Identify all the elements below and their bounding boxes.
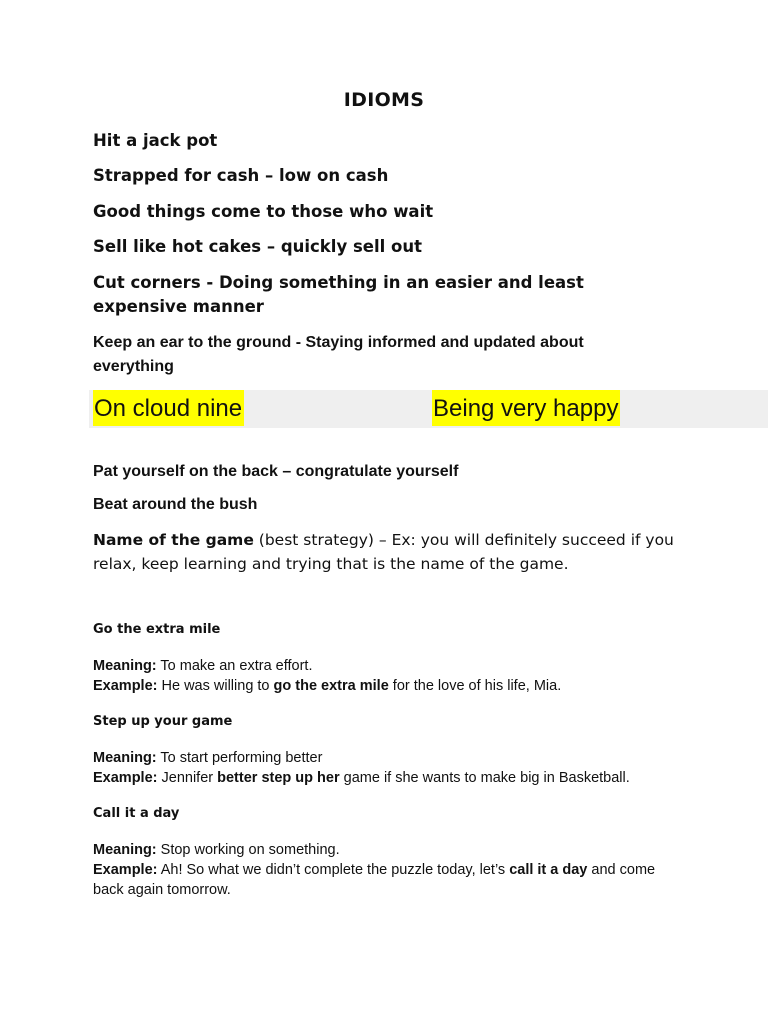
idiom-line: Keep an ear to the ground - Staying informed and updated about everything — [93, 334, 584, 375]
meaning-label: Meaning: — [93, 842, 157, 858]
example-text: Ah! So what we didn’t complete the puzzle today, let’s — [157, 862, 510, 878]
example-label: Example: — [93, 770, 158, 786]
example-text: He was willing to — [157, 678, 274, 694]
meaning-label: Meaning: — [93, 750, 157, 766]
idiom-line: Good things come to those who wait — [93, 202, 434, 221]
idiom-line: Hit a jack pot — [93, 131, 218, 150]
example-text: for the love of his life, Mia. — [388, 678, 562, 694]
meaning-label: Meaning: — [93, 658, 157, 674]
idiom-line: Beat around the bush — [93, 496, 258, 513]
entry-meaning — [93, 748, 322, 768]
idiom-line: Cut corners - Doing something in an easier and least expensive manner — [93, 273, 584, 316]
entry-example — [93, 860, 668, 900]
entry-heading: Call it a day — [93, 806, 180, 821]
example-label: Example: — [93, 862, 158, 878]
example-phrase: go the extra mile — [273, 678, 389, 694]
idiom-line: Pat yourself on the back – congratulate yourself — [93, 463, 459, 480]
entry-meaning — [93, 840, 340, 860]
example-phrase: call it a day — [509, 862, 588, 878]
example-text: Jennifer — [157, 770, 218, 786]
entry-example — [93, 768, 630, 788]
page-title: IDIOMS — [343, 89, 425, 111]
entry-heading: Step up your game — [93, 714, 233, 729]
highlight-idiom: On cloud nine — [93, 390, 244, 426]
idiom-line: Strapped for cash – low on cash — [93, 166, 389, 185]
idiom-line: Sell like hot cakes – quickly sell out — [93, 237, 422, 256]
name-of-game-paragraph — [93, 528, 683, 576]
highlight-meaning: Being very happy — [432, 390, 620, 426]
entry-meaning — [93, 656, 312, 676]
example-text: game if she wants to make big in Basketball. — [339, 770, 630, 786]
example-text: and come back again tomorrow. — [93, 862, 656, 898]
name-of-game-text: (best strategy) – Ex: you will definitely succeed if you relax, keep learning and trying that is the name of the game. — [93, 531, 674, 573]
entry-example — [93, 676, 561, 696]
name-of-game-term: Name of the game — [93, 531, 254, 549]
meaning-text: To start performing better — [156, 750, 323, 766]
meaning-text: Stop working on something. — [156, 842, 340, 858]
meaning-text: To make an extra effort. — [156, 658, 313, 674]
example-label: Example: — [93, 678, 158, 694]
entry-heading: Go the extra mile — [93, 622, 221, 637]
example-phrase: better step up her — [217, 770, 340, 786]
